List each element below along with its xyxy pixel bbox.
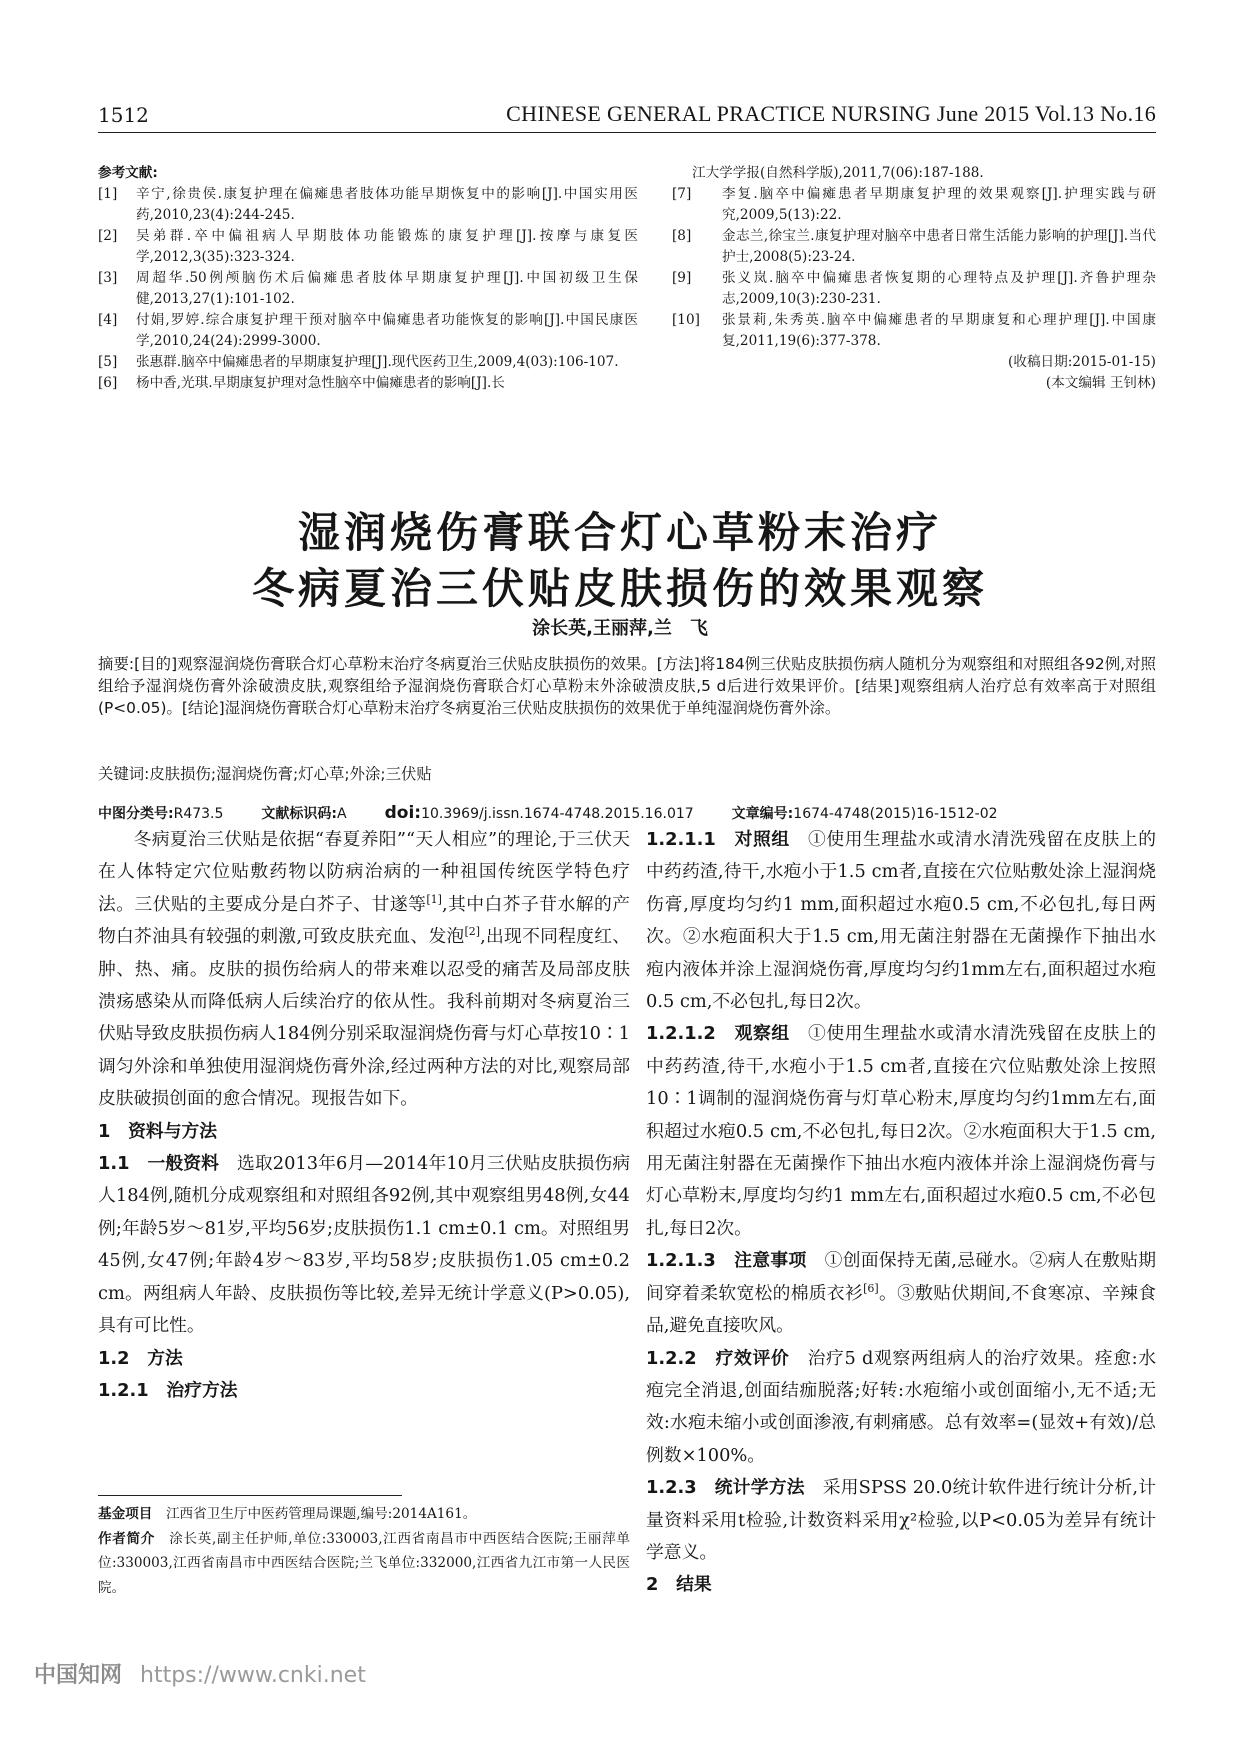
reference-number: [10] (672, 312, 700, 328)
citation: [1] (426, 892, 442, 906)
fund-note (98, 1502, 630, 1527)
watermark-brand: 中国知网 (34, 1663, 123, 1688)
subsection-paragraph (98, 1148, 630, 1342)
watermark (34, 1658, 366, 1689)
doi-value: 10.3969/j.issn.1674-4748.2015.16.017 (421, 806, 694, 822)
subsection-title: 1.1 一般资料 (98, 1153, 220, 1175)
subsection-text: ①使用生理盐水或清水清洗残留在皮肤上的中药药渣,待干,水疱小于1.5 cm者,直接在穴位贴敷处涂上按照10∶1调制的湿润烧伤膏与灯草心粉末,厚度均匀约1mm左右,面积超过水疱0.5 cm,不必包扎,每日2次。②水疱面积大于1.5 cm,用无菌注射器在无菌操作下抽出水疱内液体并涂上湿润烧伤膏与灯心草粉末,厚度均匀约1 mm左右,面积超过水疱0.5 cm,不必包扎,每日2次。 (646, 1023, 1156, 1239)
intro-paragraph (98, 824, 630, 1116)
subsection-paragraph (646, 1472, 1156, 1569)
subsection-paragraph (646, 1018, 1156, 1245)
section-heading: 2 结果 (646, 1574, 712, 1596)
subsection-title: 1.2.2 疗效评价 (646, 1347, 790, 1369)
subsection-paragraph (646, 824, 1156, 1018)
classification-line (98, 803, 1156, 823)
reference-text: 付娟,罗婷.综合康复护理干预对脑卒中偏瘫患者功能恢复的影响[J].中国民康医学,2010,24(24):2999-3000. (136, 312, 638, 349)
page-number: 1512 (98, 103, 149, 127)
author-bio-text: 涂长英,副主任护师,单位:330003,江西省南昌市中西医结合医院;王丽萍单位:330003,江西省南昌市中西医结合医院;兰飞单位:332000,江西省九江市第一人民医院。 (98, 1530, 631, 1596)
body-left-column (98, 824, 630, 1407)
article-title-line-2: 冬病夏治三伏贴皮肤损伤的效果观察 (251, 564, 988, 613)
citation: [6] (863, 1281, 879, 1295)
reference-item (98, 268, 638, 310)
footnote-rule (98, 1495, 402, 1496)
subsection-text: 治疗5 d观察两组病人的治疗效果。痊愈:水疱完全消退,创面结痂脱落;好转:水疱缩小或创面缩小,无不适;无效:水疱未缩小或创面渗液,有刺痛感。总有效率=(显效+有效)/总例数×100%。 (646, 1347, 1156, 1466)
reference-number: [8] (672, 228, 692, 244)
section-heading: 1.2.1 治疗方法 (98, 1379, 238, 1401)
subsection-title: 1.2.1.2 观察组 (646, 1023, 790, 1045)
fund-label: 基金项目 (98, 1506, 153, 1522)
footnote (98, 1502, 630, 1600)
section-heading: 1.2 方法 (98, 1347, 183, 1369)
subsection-title: 1.2.1.3 注意事项 (646, 1250, 807, 1272)
reference-item (672, 226, 1156, 268)
reference-text: 张义岚.脑卒中偏瘫患者恢复期的心理特点及护理[J].齐鲁护理杂志,2009,10(3):230-231. (722, 270, 1156, 307)
clc-value: R473.5 (173, 806, 224, 822)
reference-text: 周超华.50例颅脑伤术后偏瘫患者肢体早期康复护理[J].中国初级卫生保健,2013,27(1):101-102. (136, 270, 638, 307)
reference-item (672, 268, 1156, 310)
subsection-text: ①使用生理盐水或清水清洗残留在皮肤上的中药药渣,待干,水疱小于1.5 cm者,直接在穴位贴敷处涂上湿润烧伤膏,厚度均匀约1 mm,面积超过水疱0.5 cm,不必包扎,每日两次。②水疱面积大于1.5 cm,用无菌注射器在无菌操作下抽出水疱内液体并涂上湿润烧伤膏,厚度均匀约1mm左右,面积超过水疱0.5 cm,不必包扎,每日2次。 (646, 829, 1156, 1013)
author-note (98, 1527, 630, 1601)
subsection-paragraph (646, 1245, 1156, 1342)
reference-item (672, 184, 1156, 226)
doc-code-value: A (337, 806, 347, 822)
reference-continuation: 江大学学报(自然科学版),2011,7(06):187-188. (692, 165, 984, 181)
reference-item (98, 184, 638, 226)
subsection-title: 1.2.1.1 对照组 (646, 829, 790, 850)
reference-number: [9] (672, 270, 692, 286)
clc-label: 中图分类号: (98, 806, 174, 822)
received-date: (收稿日期:2015-01-15) (1008, 354, 1156, 370)
article-title-line-1: 湿润烧伤膏联合灯心草粉末治疗 (297, 508, 942, 557)
editor-credit: (本文编辑 王钊林) (1045, 375, 1156, 391)
citation: [2] (464, 925, 481, 939)
abstract: 摘要:[目的]观察湿润烧伤膏联合灯心草粉末治疗冬病夏治三伏贴皮肤损伤的效果。[方法]将184例三伏贴皮肤损伤病人随机分为观察组和对照组各92例,对照组给予湿润烧伤膏外涂破溃皮肤,观察组给予湿润烧伤膏联合灯心草粉末外涂破溃皮肤,5 d后进行效果评价。[结果]观察组病人治疗总有效率高于对照组(P<0.05)。[结论]湿润烧伤膏联合灯心草粉末治疗冬病夏治三伏贴皮肤损伤的效果优于单纯湿润烧伤膏外涂。 (98, 655, 1156, 717)
references-heading: 参考文献: (98, 165, 158, 181)
journal-header: CHINESE GENERAL PRACTICE NURSING June 2015 Vol.13 No.16 (506, 101, 1156, 126)
intro-text-3: ,出现不同程度红、肿、热、痛。皮肤的损伤给病人的带来难以忍受的痛苦及局部皮肤溃疡感染从而降低病人后续治疗的依从性。我科前期对冬病夏治三伏贴导致皮肤损伤病人184例分别采取湿润烧伤膏与灯心草按10∶1调匀外涂和单独使用湿润烧伤膏外涂,经过两种方法的对比,观察局部皮肤破损创面的愈合情况。现报告如下。 (98, 926, 631, 1110)
intro-text-2: ,其中白芥子苷水解的产物白芥油具有较强的刺激,可致皮肤充血、发泡 (98, 893, 630, 948)
reference-text: 张景莉,朱秀英.脑卒中偏瘫患者的早期康复和心理护理[J].中国康复,2011,19(6):377-378. (722, 312, 1156, 349)
fund-text: 江西省卫生厅中医药管理局课题,编号:2014A161。 (152, 1506, 477, 1522)
watermark-url: https://www.cnki.net (140, 1663, 366, 1688)
reference-text: 吴弟群.卒中偏祖病人早期肢体功能锻炼的康复护理[J].按摩与康复医学,2012,3(35):323-324. (136, 228, 638, 265)
subsection-paragraph (646, 1343, 1156, 1473)
reference-item (98, 373, 638, 394)
article-number-label: 文章编号: (731, 806, 794, 822)
header-rule (98, 132, 1156, 133)
subsection-text: ①创面保持无菌,忌碰水。②病人在敷贴期间穿着柔软宽松的棉质衣衫 (646, 1250, 1156, 1304)
intro-text-1: 冬病夏治三伏贴是依据“春夏养阳”“天人相应”的理论,于三伏天在人体特定穴位贴敷药物以防病治病的一种祖国传统医学特色疗法。三伏贴的主要成分是白芥子、甘遂等 (98, 829, 630, 915)
doi-label: doi: (384, 803, 422, 823)
reference-item (98, 226, 638, 268)
subsection-text: 。③敷贴伏期间,不食寒凉、辛辣食品,避免直接吹风。 (646, 1282, 1156, 1337)
reference-text: 杨中香,光琪.早期康复护理对急性脑卒中偏瘫患者的影响[J].长 (136, 375, 505, 391)
reference-item (98, 310, 638, 352)
reference-item (98, 352, 638, 373)
article-number-value: 1674-4748(2015)16-1512-02 (793, 806, 998, 822)
reference-number: [5] (98, 354, 118, 370)
article-authors: 涂长英,王丽萍,兰 飞 (532, 618, 708, 639)
keywords: 关键词:皮肤损伤;湿润烧伤膏;灯心草;外涂;三伏贴 (98, 765, 432, 783)
reference-number: [4] (98, 312, 118, 328)
reference-number: [2] (98, 228, 118, 244)
body-right-column (646, 824, 1156, 1602)
reference-text: 李复.脑卒中偏瘫患者早期康复护理的效果观察[J].护理实践与研究,2009,5(13):22. (722, 186, 1156, 223)
references-left-column (98, 163, 638, 394)
references-right-column (672, 163, 1156, 394)
subsection-text: 采用SPSS 20.0统计软件进行统计分析,计量资料采用t检验,计数资料采用χ²检验,以P<0.05为差异有统计学意义。 (646, 1477, 1156, 1563)
reference-text: 张惠群.脑卒中偏瘫患者的早期康复护理[J].现代医药卫生,2009,4(03):106-107. (136, 354, 619, 370)
reference-number: [3] (98, 270, 118, 286)
reference-number: [1] (98, 186, 118, 202)
author-bio-label: 作者简介 (98, 1530, 156, 1547)
reference-number: [6] (98, 375, 118, 391)
reference-text: 金志兰,徐宝兰.康复护理对脑卒中患者日常生活能力影响的护理[J].当代护士,2008(5):23-24. (722, 228, 1156, 265)
subsection-title: 1.2.3 统计学方法 (646, 1477, 805, 1499)
section-heading: 1 资料与方法 (98, 1120, 218, 1142)
reference-item (672, 310, 1156, 352)
doc-code-label: 文献标识码: (261, 806, 338, 822)
subsection-text: 选取2013年6月—2014年10月三伏贴皮肤损伤病人184例,随机分成观察组和对照组各92例,其中观察组男48例,女44例;年龄5岁～81岁,平均56岁;皮肤损伤1.1 cm±0.1 cm。对照组男45例,女47例;年龄4岁～83岁,平均58岁;皮肤损伤1.05 cm±0.2 cm。两组病人年龄、皮肤损伤等比较,差异无统计学意义(P>0.05),具有可比性。 (98, 1153, 631, 1337)
reference-text: 辛宁,徐贵侯.康复护理在偏瘫患者肢体功能早期恢复中的影响[J].中国实用医药,2010,23(4):244-245. (136, 186, 638, 223)
reference-number: [7] (672, 186, 692, 202)
